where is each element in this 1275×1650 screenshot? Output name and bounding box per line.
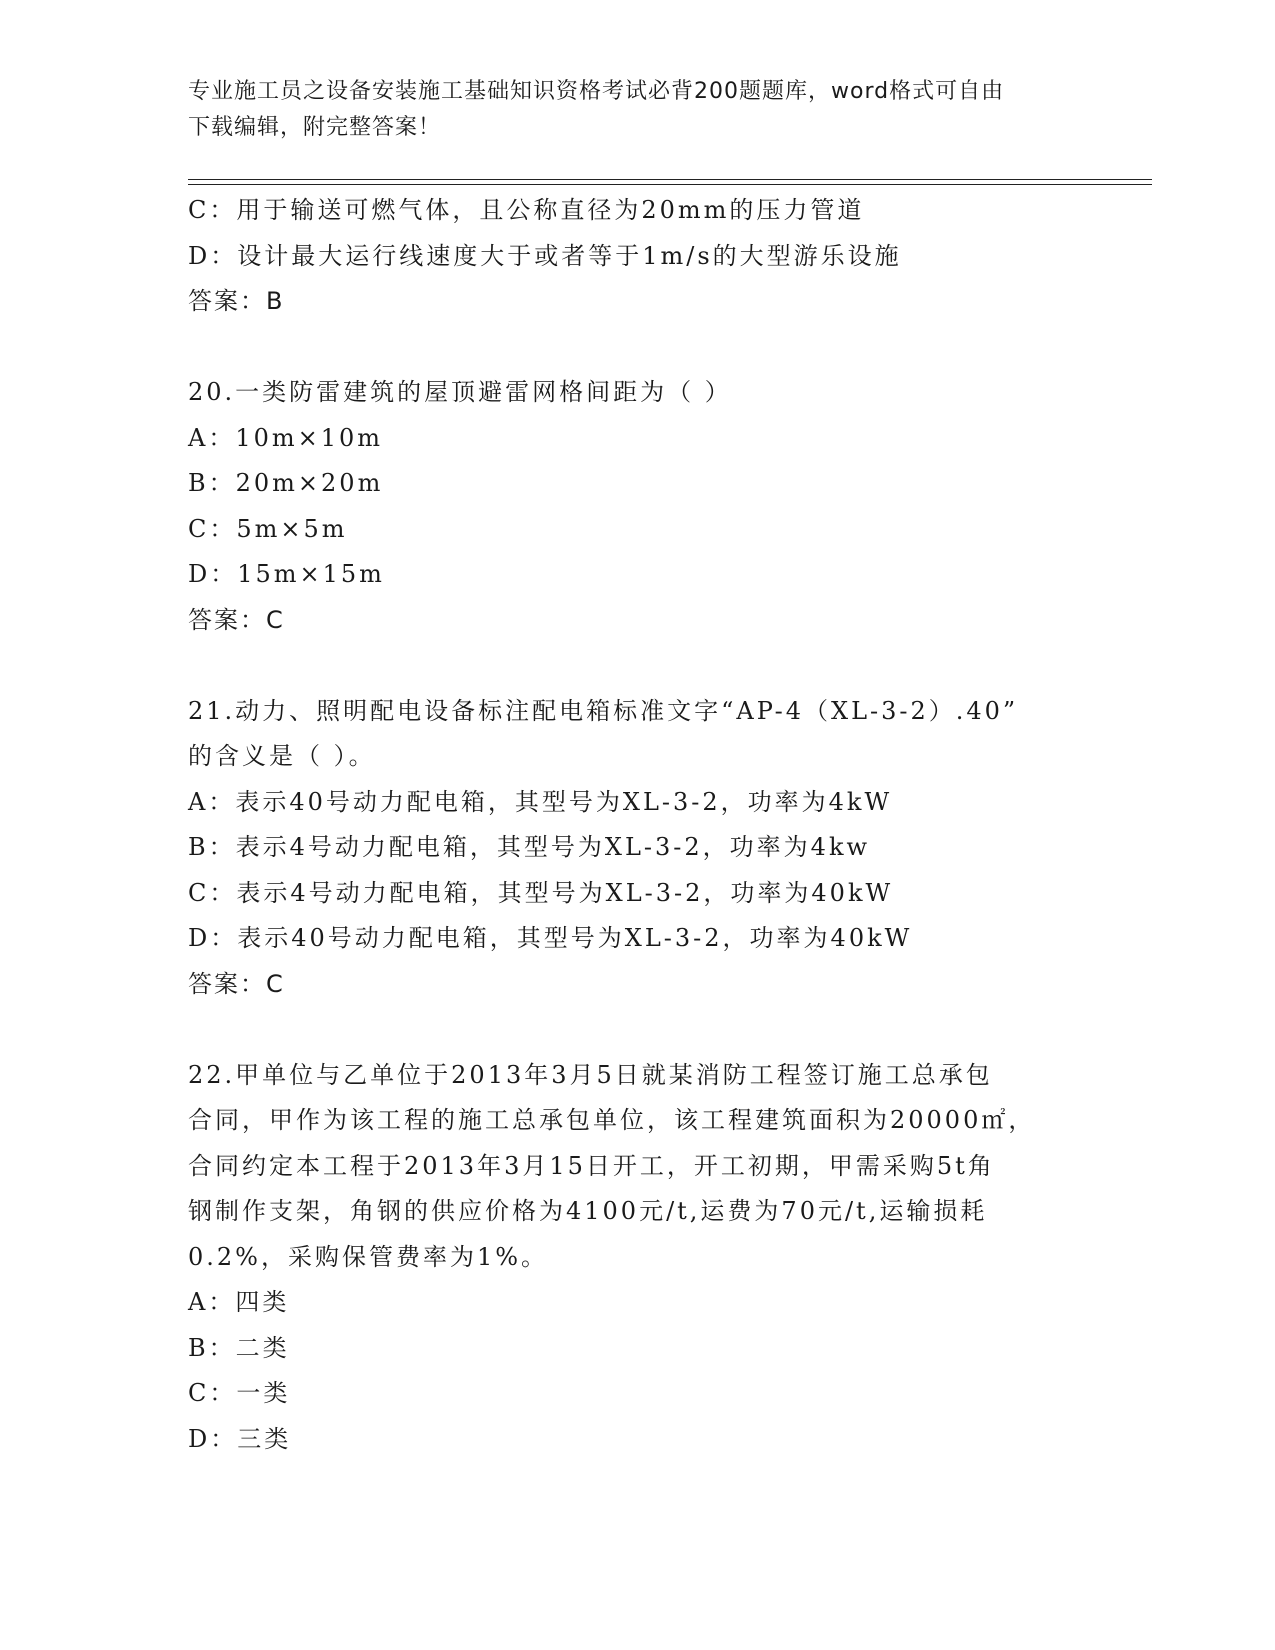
q21-answer: 答案：C xyxy=(188,969,285,998)
document-header xyxy=(188,74,1068,146)
q20-option-c: C：5m×5m xyxy=(188,514,348,543)
q22-option-d: D：三类 xyxy=(188,1424,292,1453)
spacer xyxy=(188,1007,1088,1053)
question-content xyxy=(188,188,1088,1462)
q20-answer: 答案：C xyxy=(188,605,285,634)
q20-option-b: B：20m×20m xyxy=(188,469,384,497)
q21-option-b: B：表示4号动力配电箱，其型号为XL-3-2，功率为4kw xyxy=(188,833,871,861)
q21-stem-line-1: 21.动力、照明配电设备标注配电箱标准文字“AP-4（XL-3-2）.40” xyxy=(188,696,1019,725)
q21-option-d: D：表示40号动力配电箱，其型号为XL-3-2，功率为40kW xyxy=(188,924,913,952)
q20-option-a: A：10m×10m xyxy=(188,423,384,452)
header-divider-bottom xyxy=(188,184,1152,185)
header-divider-top xyxy=(188,179,1152,180)
header-title-line-1: 专业施工员之设备安装施工基础知识资格考试必背200题题库，word格式可自由 xyxy=(188,79,1005,104)
q21-stem-line-2: 的含义是（ ）。 xyxy=(188,742,376,770)
q22-stem-line-2: 合同，甲作为该工程的施工总承包单位，该工程建筑面积为20000㎡， xyxy=(188,1106,1036,1134)
q19-option-d: D：设计最大运行线速度大于或者等于1m/s的大型游乐设施 xyxy=(188,241,902,270)
q20-stem: 20.一类防雷建筑的屋顶避雷网格间距为（ ） xyxy=(188,378,732,406)
q22-stem-line-1: 22.甲单位与乙单位于2013年3月5日就某消防工程签订施工总承包 xyxy=(188,1060,993,1089)
spacer xyxy=(188,643,1088,689)
header-title-line-2: 下载编辑，附完整答案！ xyxy=(188,115,442,140)
question-19-continued xyxy=(188,188,1088,325)
q22-option-a: A：四类 xyxy=(188,1288,290,1316)
q20-option-d: D：15m×15m xyxy=(188,560,385,588)
q21-option-a: A：表示40号动力配电箱，其型号为XL-3-2，功率为4kW xyxy=(188,787,893,816)
q22-option-c: C：一类 xyxy=(188,1379,291,1407)
q22-stem-line-5: 0.2%，采购保管费率为1%。 xyxy=(188,1242,549,1271)
q19-answer: 答案：B xyxy=(188,287,285,315)
q21-option-c: C：表示4号动力配电箱，其型号为XL-3-2，功率为40kW xyxy=(188,878,894,907)
spacer xyxy=(188,325,1088,371)
question-20 xyxy=(188,370,1088,643)
question-22 xyxy=(188,1053,1088,1463)
q22-stem-line-3: 合同约定本工程于2013年3月15日开工，开工初期，甲需采购5t角 xyxy=(188,1151,995,1180)
question-21 xyxy=(188,689,1088,1008)
q19-option-c: C：用于输送可燃气体，且公称直径为20mm的压力管道 xyxy=(188,196,865,224)
q22-stem-line-4: 钢制作支架，角钢的供应价格为4100元/t,运费为70元/t,运输损耗 xyxy=(188,1197,988,1225)
q22-option-b: B：二类 xyxy=(188,1333,290,1362)
